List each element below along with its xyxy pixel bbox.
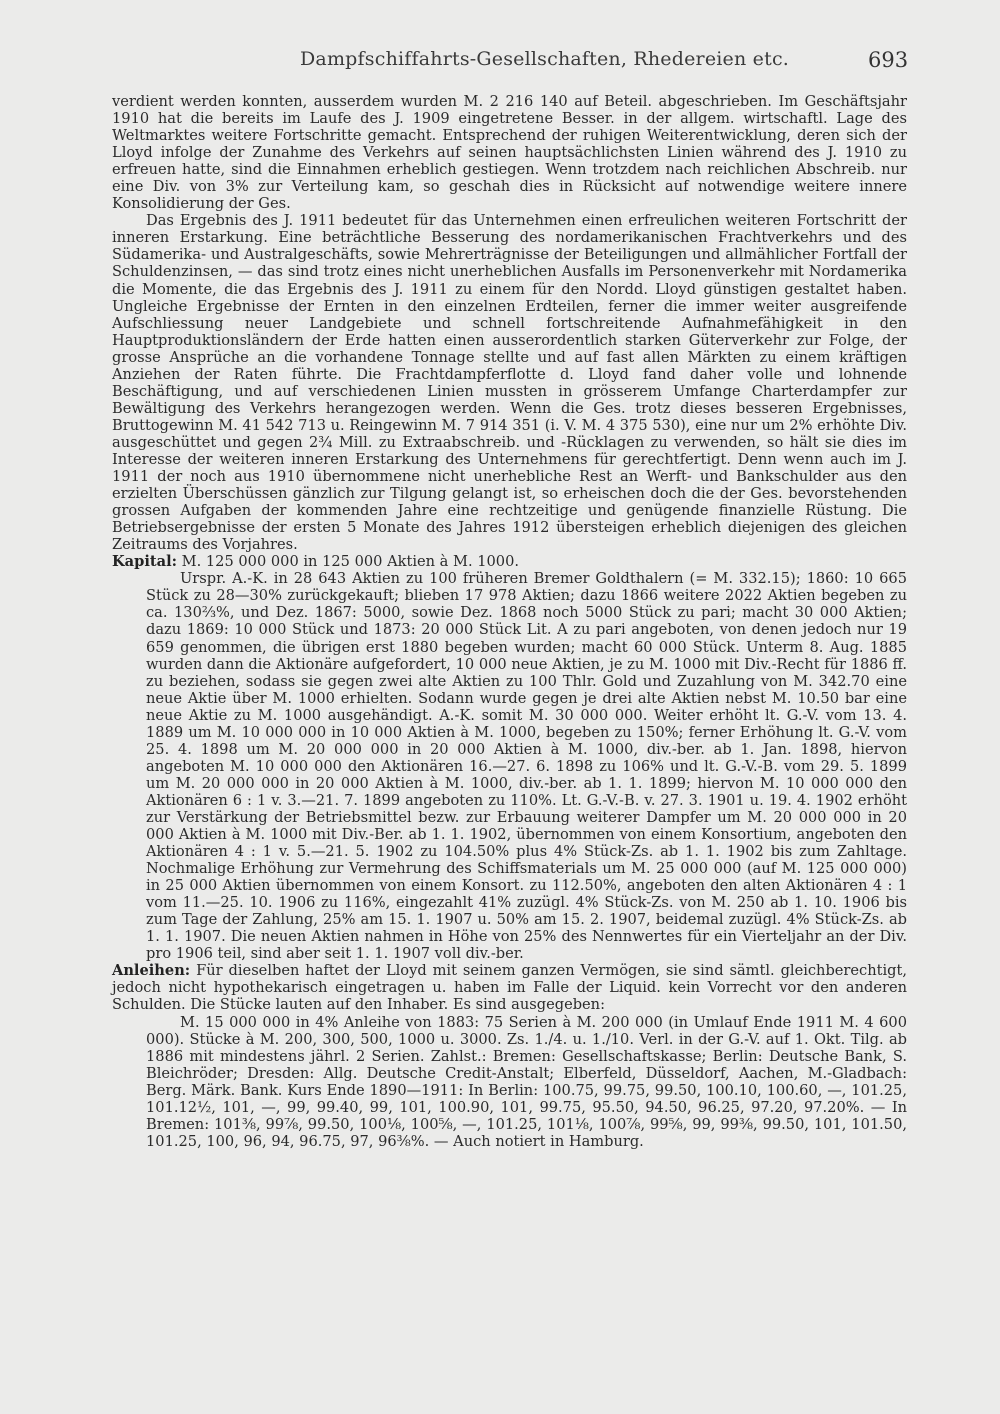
page-header xyxy=(0,48,1000,78)
page-number: 693 xyxy=(868,48,909,72)
anleihen-text: Für dieselben haftet der Lloyd mit seinem ganzen Vermögen, sie sind sämtl. gleichberechtigt, jedoch nicht hypothekarisch eingetragen u. haben im Falle der Liquid. kein Vorrecht vor den anderen Schulden. Die Stücke lauten auf den Inhaber. Es sind ausgegeben: xyxy=(112,962,907,1014)
kapital-section xyxy=(112,553,907,570)
page-body xyxy=(112,93,907,1150)
paragraph-1: verdient werden konnten, ausserdem wurden M. 2 216 140 auf Beteil. abgeschrieben. Im Geschäftsjahr 1910 hat die bereits im Laufe des J. 1909 eingetretene Besser. in der allgem. wirtschaftl. Lage des Weltmarktes weitere Fortschritte gemacht. Entsprechend der ruhigen Weiterentwicklung, deren sich der Lloyd infolge der Zunahme des Verkehrs auf seinen hauptsächlichsten Linien während des J. 1910 zu erfreuen hatte, sind die Einnahmen erheblich gestiegen. Wenn trotzdem nach reichlichen Abschreib. nur eine Div. von 3% zur Verteilung kam, so geschah dies in Rücksicht auf notwendige weitere innere Konsolidierung der Ges. xyxy=(112,93,907,213)
paragraph-2: Das Ergebnis des J. 1911 bedeutet für das Unternehmen einen erfreulichen weiteren Fortschritt der inneren Erstarkung. Eine beträchtliche Besserung des nordamerikanischen Frachtverkehrs und des Südamerika- und Australgeschäfts, sowie Mehrerträgnisse der Beteiligungen und allmählicher Fortfall der Schuldenzinsen, — das sind trotz eines nicht unerheblichen Ausfalls im Personenverkehr mit Nordamerika die Momente, die das Ergebnis des J. 1911 zu einem für den Nordd. Lloyd günstigen gestaltet haben. Ungleiche Ergebnisse der Ernten in den einzelnen Erdteilen, ferner die immer weiter ausgreifende Aufschliessung neuer Landgebiete und schnell fortschreitende Aufnahmefähigkeit in den Hauptproduktionsländern der Erde hatten einen ausserordentlich starken Güterverkehr zur Folge, der grosse Ansprüche an die vorhandene Tonnage stellte und auf fast allen Märkten zu einem kräftigen Anziehen der Raten führte. Die Frachtdampferflotte d. Lloyd fand daher volle und lohnende Beschäftigung, und auf verschiedenen Linien mussten in grösserem Umfange Charterdampfer zur Bewältigung des Verkehrs herangezogen werden. Wenn die Ges. trotz dieses besseren Ergebnisses, Bruttogewinn M. 41 542 713 u. Reingewinn M. 7 914 351 (i. V. M. 4 375 530), eine nur um 2% erhöhte Div. ausgeschüttet und gegen 2¾ Mill. zu Extraabschreib. und -Rücklagen zu verwenden, so hält sie dies im Interesse der weiteren inneren Erstarkung des Unternehmens für gerechtfertigt. Denn wenn auch im J. 1911 der noch aus 1910 übernommene nicht unerhebliche Rest an Werft- und Bankschulder aus den erzielten Überschüssen gänzlich zur Tilgung gelangt ist, so erheischen doch die der Ges. bevorstehenden grossen Aufgaben der kommenden Jahre eine rechtzeitige und genügende finanzielle Rüstung. Die Betriebsergebnisse der ersten 5 Monate des Jahres 1912 übersteigen erheblich diejenigen des gleichen Zeitraums des Vorjahres. xyxy=(112,212,907,554)
kapital-history: Urspr. A.-K. in 28 643 Aktien zu 100 früheren Bremer Goldthalern (= M. 332.15); 1860: 10 665 Stück zu 28—30% zurückgekauft; blieben 17 978 Aktien; dazu 1866 weitere 2022 Aktien begeben zu ca. 130⅔%, und Dez. 1867: 5000, sowie Dez. 1868 noch 5000 Stück zu pari; macht 30 000 Aktien; dazu 1869: 10 000 Stück und 1873: 20 000 Stück Lit. A zu pari angeboten, von denen jedoch nur 19 659 genommen, die übrigen erst 1880 begeben wurden; macht 60 000 Stück. Unterm 8. Aug. 1885 wurden dann die Aktionäre aufgefordert, 10 000 neue Aktien, je zu M. 1000 mit Div.-Recht für 1886 ff. zu beziehen, sodass sie gegen zwei alte Aktien zu 100 Thlr. Gold und Zuzahlung von M. 342.70 eine neue Aktie über M. 1000 erhielten. Sodann wurde gegen je drei alte Aktien nebst M. 10.50 bar eine neue Aktie zu M. 1000 ausgehändigt. A.-K. somit M. 30 000 000. Weiter erhöht lt. G.-V. vom 13. 4. 1889 um M. 10 000 000 in 10 000 Aktien à M. 1000, begeben zu 150%; ferner Erhöhung lt. G.-V. vom 25. 4. 1898 um M. 20 000 000 in 20 000 Aktien à M. 1000, div.-ber. ab 1. Jan. 1898, hiervon angeboten M. 10 000 000 den Aktionären 16.—27. 6. 1898 zu 106% und lt. G.-V.-B. vom 29. 5. 1899 um M. 20 000 000 in 20 000 Aktien à M. 1000, div.-ber. ab 1. 1. 1899; hiervon M. 10 000 000 den Aktionären 6 : 1 v. 3.—21. 7. 1899 angeboten zu 110%. Lt. G.-V.-B. v. 27. 3. 1901 u. 19. 4. 1902 erhöht zur Verstärkung der Betriebsmittel bezw. zur Erbauung weiterer Dampfer um M. 20 000 000 in 20 000 Aktien à M. 1000 mit Div.-Ber. ab 1. 1. 1902, übernommen von einem Konsortium, angeboten den Aktionären 4 : 1 v. 5.—21. 5. 1902 zu 104.50% plus 4% Stück-Zs. ab 1. 1. 1902 bis zum Zahltage. Nochmalige Erhöhung zur Vermehrung des Schiffsmaterials um M. 25 000 000 (auf M. 125 000 000) in 25 000 Aktien übernommen von einem Konsort. zu 112.50%, angeboten den alten Aktionären 4 : 1 vom 11.—25. 10. 1906 zu 116%, eingezahlt 41% zuzügl. 4% Stück-Zs. von M. 250 ab 1. 10. 1906 bis zum Tage der Zahlung, 25% am 15. 1. 1907 u. 50% am 15. 2. 1907, beidemal zuzügl. 4% Stück-Zs. ab 1. 1. 1907. Die neuen Aktien nahmen in Höhe von 25% des Nennwertes für ein Vierteljahr an der Div. pro 1906 teil, sind aber seit 1. 1. 1907 voll div.-ber. xyxy=(146,570,907,963)
running-title: Dampfschiffahrts-Gesellschaften, Rhedereien etc. xyxy=(300,48,790,70)
anleihen-section xyxy=(112,962,907,1013)
kapital-text: M. 125 000 000 in 125 000 Aktien à M. 1000. xyxy=(181,553,519,571)
kapital-label: Kapital: xyxy=(112,553,178,571)
anleihe-detail: M. 15 000 000 in 4% Anleihe von 1883: 75 Serien à M. 200 000 (in Umlauf Ende 1911 M. 4 600 000). Stücke à M. 200, 300, 500, 1000 u. 3000. Zs. 1./4. u. 1./10. Verl. in der G.-V. auf 1. Okt. Tilg. ab 1886 mit mindestens jährl. 2 Serien. Zahlst.: Bremen: Gesellschaftskasse; Berlin: Deutsche Bank, S. Bleichröder; Dresden: Allg. Deutsche Credit-Anstalt; Elberfeld, Düsseldorf, Aachen, M.-Gladbach: Berg. Märk. Bank. Kurs Ende 1890—1911: In Berlin: 100.75, 99.75, 99.50, 100.10, 100.60, —, 101.25, 101.12½, 101, —, 99, 99.40, 99, 101, 100.90, 101, 99.75, 95.50, 94.50, 96.25, 97.20, 97.20%. — In Bremen: 101⅜, 99⅞, 99.50, 100⅛, 100⅝, —, 101.25, 101⅛, 100⅞, 99⅝, 99, 99⅜, 99.50, 101, 101.50, 101.25, 100, 96, 94, 96.75, 97, 96⅜%. — Auch notiert in Hamburg. xyxy=(146,1013,907,1150)
anleihen-label: Anleihen: xyxy=(112,962,191,980)
